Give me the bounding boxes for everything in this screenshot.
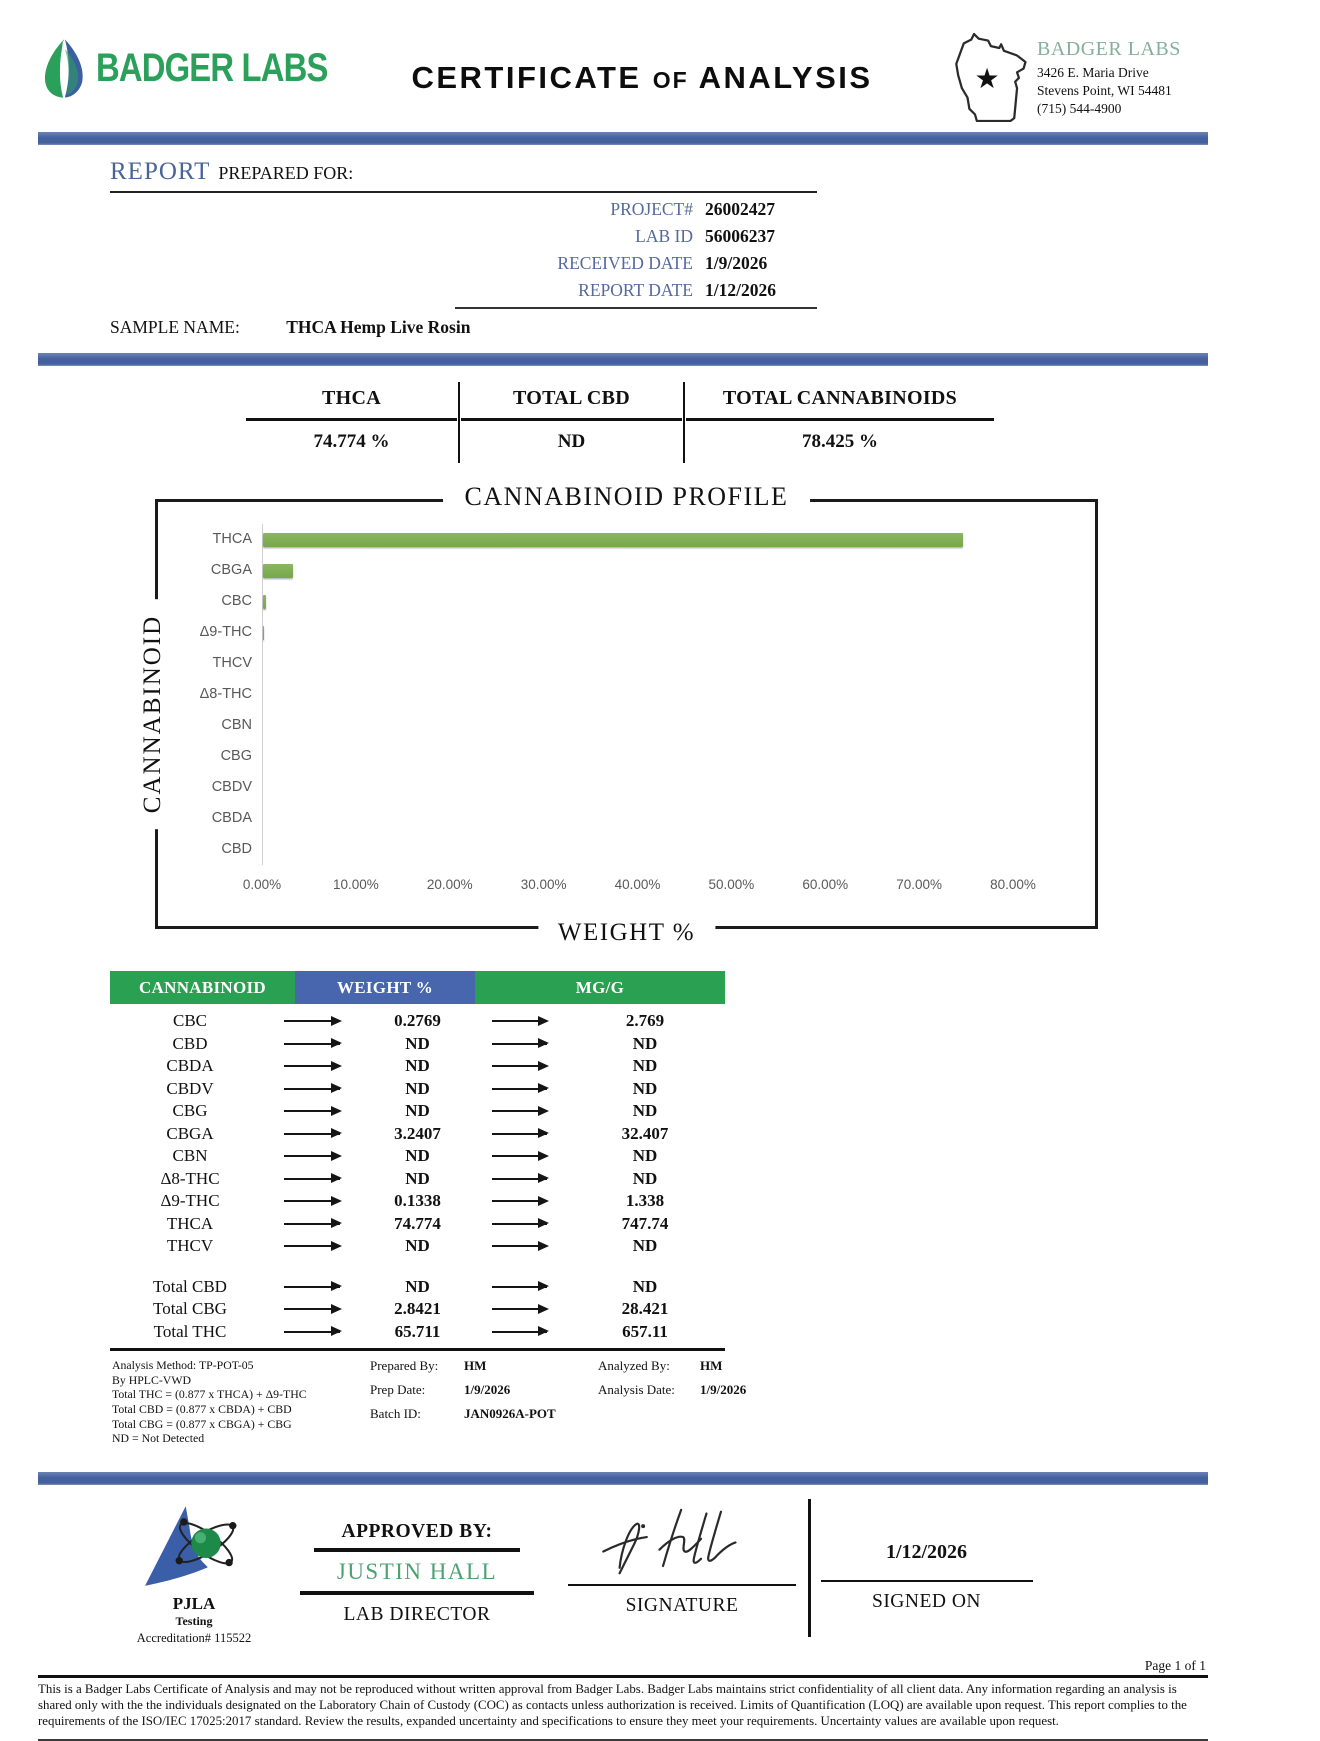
x-tick: 50.00% xyxy=(708,877,755,892)
prep-date-label: Prep Date: xyxy=(370,1382,426,1397)
cannabinoid-name: CBGA xyxy=(166,1123,214,1143)
note-line: By HPLC-VWD xyxy=(112,1372,191,1387)
sample-name-row xyxy=(110,309,817,340)
arrow-icon xyxy=(284,1065,340,1067)
arrow-icon xyxy=(492,1286,548,1288)
mgg-value: ND xyxy=(632,1056,658,1076)
x-tick: 30.00% xyxy=(520,877,567,892)
report-word: REPORT xyxy=(110,158,211,185)
bar-cbc xyxy=(263,595,266,609)
mgg-value: 1.338 xyxy=(625,1191,665,1211)
arrow-icon xyxy=(284,1133,340,1135)
lab-address-line1: 3426 E. Maria Drive xyxy=(1037,65,1149,80)
table-row xyxy=(110,1190,725,1213)
page-number: Page 1 of 1 xyxy=(1144,1657,1206,1673)
summary-total-cbd-value: ND xyxy=(557,431,586,452)
lab-address-text xyxy=(1037,38,1181,124)
category-label: CBN xyxy=(221,717,252,733)
signature-label: SIGNATURE xyxy=(625,1594,739,1616)
chart-y-axis-title: CANNABINOID xyxy=(139,599,167,829)
bar-cbga xyxy=(263,564,293,578)
batch-id-value: JAN0926A-POT xyxy=(464,1406,556,1421)
mgg-value: 747.74 xyxy=(621,1213,669,1233)
project-value: 26002427 xyxy=(705,199,775,219)
sample-name-label: SAMPLE NAME: xyxy=(110,317,240,337)
weight-value: 0.1338 xyxy=(394,1191,441,1211)
pjla-logo-icon xyxy=(134,1495,254,1597)
disclaimer-text: This is a Badger Labs Certificate of Analysis and may not be reproduced without written approval from Badger Labs. Badger Labs maintains strict confidentiality of all client data. Any information regarding an analysis is shared only with the the individuals designated on the Laboratory Chain of Custody (COC) as contacts unless authorization is received. Limits of Quantification (LOQ) are available upon request. This report complies to the requirements of the ISO/IEC 17025:2017 standard. Review the results, expanded uncertainty and specifications to ensure they meet your requirements. Uncertainty values are available upon request. xyxy=(38,1681,1187,1729)
table-row xyxy=(110,1123,725,1146)
arrow-icon xyxy=(492,1178,548,1180)
weight-value: ND xyxy=(405,1236,430,1256)
summary-thca xyxy=(245,382,460,463)
chart-title: CANNABINOID PROFILE xyxy=(443,482,811,512)
analysis-info xyxy=(598,1358,746,1446)
report-heading xyxy=(110,158,817,193)
mgg-value: ND xyxy=(632,1146,658,1166)
category-label: CBC xyxy=(221,593,252,609)
mgg-value: ND xyxy=(632,1236,658,1256)
summary-total-cannabinoids xyxy=(685,382,995,463)
arrow-icon xyxy=(284,1020,340,1022)
summary-thca-value: 74.774 % xyxy=(313,431,390,452)
arrow-icon xyxy=(284,1110,340,1112)
header xyxy=(38,24,1208,124)
cannabinoid-name: Δ9-THC xyxy=(160,1191,220,1211)
chart-bars xyxy=(262,524,1012,865)
divider-band xyxy=(38,1472,1208,1485)
meta-row-project xyxy=(110,199,817,226)
category-label: Δ9-THC xyxy=(199,624,252,640)
table-body xyxy=(110,1010,725,1258)
cannabinoid-name: Δ8-THC xyxy=(160,1168,220,1188)
weight-value: 2.8421 xyxy=(394,1299,441,1319)
prepared-for-label: PREPARED FOR: xyxy=(218,163,354,183)
approved-by-block xyxy=(298,1521,536,1626)
table-row xyxy=(110,1010,725,1033)
arrow-icon xyxy=(284,1155,340,1157)
mgg-value: ND xyxy=(632,1033,658,1053)
footer-rule xyxy=(38,1675,1208,1678)
pjla-accreditation xyxy=(108,1495,280,1646)
prepared-by-value: HM xyxy=(464,1358,487,1373)
arrow-icon xyxy=(492,1065,548,1067)
report-meta-fields xyxy=(110,199,817,307)
note-line: Total CBD = (0.877 x CBDA) + CBD xyxy=(112,1401,292,1416)
chart-plot-area xyxy=(158,502,1095,865)
weight-value: ND xyxy=(405,1056,430,1076)
sample-name-value: THCA Hemp Live Rosin xyxy=(286,317,471,337)
mgg-value: 2.769 xyxy=(625,1011,665,1031)
note-line: ND = Not Detected xyxy=(112,1431,205,1446)
cannabinoid-name: THCV xyxy=(166,1236,214,1256)
summary-total-cbd xyxy=(460,382,685,463)
analysis-date-label: Analysis Date: xyxy=(598,1382,675,1397)
table-row xyxy=(110,1055,725,1078)
arrow-icon xyxy=(284,1200,340,1202)
approval-section xyxy=(108,1495,1208,1646)
arrow-icon xyxy=(284,1331,340,1333)
category-label: CBD xyxy=(221,841,252,857)
signature-icon xyxy=(587,1499,777,1585)
vertical-divider xyxy=(808,1499,811,1637)
arrow-icon xyxy=(492,1088,548,1090)
header-weight: WEIGHT % xyxy=(295,971,475,1004)
arrow-icon xyxy=(492,1020,548,1022)
x-tick: 0.00% xyxy=(242,877,282,892)
chart-x-axis-title: WEIGHT % xyxy=(538,919,715,947)
lab-address-block xyxy=(946,30,1208,124)
wisconsin-map-icon xyxy=(946,30,1032,124)
summary-total-cbd-label: TOTAL CBD xyxy=(461,382,682,421)
table-row-total xyxy=(110,1276,725,1299)
arrow-icon xyxy=(492,1223,548,1225)
x-tick: 10.00% xyxy=(332,877,379,892)
weight-value: ND xyxy=(405,1146,430,1166)
total-name: Total THC xyxy=(153,1321,227,1341)
arrow-icon xyxy=(284,1178,340,1180)
signed-on-date: 1/12/2026 xyxy=(885,1540,968,1563)
leaf-icon xyxy=(38,36,90,100)
method-notes xyxy=(112,1358,1208,1446)
approved-by-label: APPROVED BY: xyxy=(314,1521,520,1552)
accreditation-number: Accreditation# 115522 xyxy=(136,1630,252,1645)
table-row-total xyxy=(110,1298,725,1321)
received-date-label: RECEIVED DATE xyxy=(557,253,693,273)
category-label: CBDA xyxy=(211,810,252,826)
cannabinoid-name: CBC xyxy=(172,1011,208,1031)
report-info-section xyxy=(110,158,817,340)
total-name: Total CBG xyxy=(153,1299,227,1319)
meta-row-received xyxy=(110,253,817,280)
table-row-total xyxy=(110,1321,725,1344)
weight-value: 3.2407 xyxy=(394,1123,441,1143)
arrow-icon xyxy=(492,1110,548,1112)
header-mgg: MG/G xyxy=(475,971,725,1004)
arrow-icon xyxy=(492,1133,548,1135)
table-row xyxy=(110,1145,725,1168)
total-name: Total CBD xyxy=(153,1276,227,1296)
signed-on-label: SIGNED ON xyxy=(871,1590,982,1612)
arrow-icon xyxy=(492,1245,548,1247)
mgg-value: ND xyxy=(632,1101,658,1121)
prep-date-value: 1/9/2026 xyxy=(464,1382,511,1397)
mgg-value: ND xyxy=(632,1168,658,1188)
badger-labs-logo xyxy=(38,36,338,100)
divider-band xyxy=(38,132,1208,145)
table-row xyxy=(110,1235,725,1258)
arrow-icon xyxy=(284,1088,340,1090)
note-line: Total THC = (0.877 x THCA) + Δ9-THC xyxy=(112,1387,307,1402)
note-line: Analysis Method: TP-POT-05 xyxy=(112,1358,254,1372)
cannabinoid-profile-chart xyxy=(139,482,1098,946)
approver-title: LAB DIRECTOR xyxy=(343,1603,491,1625)
prep-info xyxy=(370,1358,578,1446)
cannabinoid-name: CBN xyxy=(172,1146,208,1166)
category-label: CBGA xyxy=(210,562,252,578)
mgg-value: ND xyxy=(632,1078,658,1098)
document-title: CERTIFICATE OF ANALYSIS xyxy=(411,60,873,95)
weight-value: 65.711 xyxy=(394,1321,441,1341)
analysis-method-notes xyxy=(112,1358,370,1446)
mgg-value: ND xyxy=(632,1276,658,1296)
weight-value: ND xyxy=(405,1168,430,1188)
table-totals xyxy=(110,1276,725,1352)
project-label: PROJECT# xyxy=(610,199,693,219)
arrow-icon xyxy=(492,1308,548,1310)
category-label: Δ8-THC xyxy=(199,686,252,702)
meta-row-reportdate xyxy=(110,280,817,307)
category-label: THCV xyxy=(212,655,252,671)
report-date-label: REPORT DATE xyxy=(578,280,693,300)
x-tick: 40.00% xyxy=(614,877,661,892)
cannabinoid-name: THCA xyxy=(166,1213,214,1233)
chart-x-axis-ticks xyxy=(242,877,1036,897)
arrow-icon xyxy=(284,1308,340,1310)
batch-id-label: Batch ID: xyxy=(370,1406,421,1421)
weight-value: ND xyxy=(405,1033,430,1053)
note-line: Total CBG = (0.877 x CBGA) + CBG xyxy=(112,1416,292,1431)
summary-results xyxy=(245,382,995,463)
table-row xyxy=(110,1213,725,1236)
table-row xyxy=(110,1168,725,1191)
mgg-value: 32.407 xyxy=(621,1123,669,1143)
weight-value: ND xyxy=(405,1276,430,1296)
table-header xyxy=(110,971,725,1004)
arrow-icon xyxy=(284,1286,340,1288)
table-row xyxy=(110,1100,725,1123)
arrow-icon xyxy=(284,1223,340,1225)
table-row xyxy=(110,1033,725,1056)
weight-value: 0.2769 xyxy=(394,1011,441,1031)
bar-d9thc xyxy=(263,626,264,640)
arrow-icon xyxy=(492,1155,548,1157)
bar-thca xyxy=(263,533,963,547)
prepared-by-label: Prepared By: xyxy=(370,1358,439,1373)
arrow-icon xyxy=(492,1200,548,1202)
arrow-icon xyxy=(492,1331,548,1333)
star-icon: ★ xyxy=(974,64,1000,96)
analysis-date-value: 1/9/2026 xyxy=(700,1382,747,1397)
report-date-value: 1/12/2026 xyxy=(705,280,776,300)
summary-total-cannabinoids-value: 78.425 % xyxy=(802,431,878,452)
page-bottom-rule xyxy=(38,1739,1208,1741)
analyzed-by-value: HM xyxy=(700,1358,723,1373)
cannabinoid-name: CBD xyxy=(172,1033,208,1053)
weight-value: ND xyxy=(405,1101,430,1121)
lab-address-line2: Stevens Point, WI 54481 xyxy=(1037,82,1172,98)
category-label: CBG xyxy=(220,748,252,764)
arrow-icon xyxy=(492,1043,548,1045)
received-date-value: 1/9/2026 xyxy=(705,253,768,273)
divider-band xyxy=(38,353,1208,366)
arrow-icon xyxy=(284,1043,340,1045)
pjla-testing: Testing xyxy=(175,1613,213,1628)
weight-value: ND xyxy=(405,1078,430,1098)
lab-name: BADGER LABS xyxy=(1037,38,1181,60)
cannabinoid-name: CBG xyxy=(172,1101,208,1121)
category-label: CBDV xyxy=(211,779,252,795)
signature-block xyxy=(568,1495,796,1617)
meta-row-labid xyxy=(110,226,817,253)
weight-value: 74.774 xyxy=(394,1213,441,1233)
summary-thca-label: THCA xyxy=(246,382,457,421)
x-tick: 80.00% xyxy=(990,877,1036,892)
pjla-name: PJLA xyxy=(172,1593,216,1613)
logo-wordmark: BADGER LABS xyxy=(96,45,328,90)
table-row xyxy=(110,1078,725,1101)
header-cannabinoid: CANNABINOID xyxy=(110,971,295,1004)
x-tick: 20.00% xyxy=(426,877,473,892)
x-tick: 60.00% xyxy=(802,877,849,892)
signed-on-block xyxy=(821,1495,1033,1613)
approver-name: JUSTIN HALL xyxy=(300,1552,534,1595)
mgg-value: 657.11 xyxy=(622,1321,668,1341)
cannabinoid-table xyxy=(110,971,725,1351)
arrow-icon xyxy=(284,1245,340,1247)
chart-category-labels xyxy=(158,524,262,865)
cannabinoid-name: CBDA xyxy=(166,1056,214,1076)
lab-phone: (715) 544-4900 xyxy=(1037,100,1122,116)
x-tick: 70.00% xyxy=(896,877,943,892)
category-label: THCA xyxy=(212,531,252,547)
labid-label: LAB ID xyxy=(635,226,693,246)
labid-value: 56006237 xyxy=(705,226,775,246)
mgg-value: 28.421 xyxy=(621,1299,669,1319)
summary-total-cannabinoids-label: TOTAL CANNABINOIDS xyxy=(686,382,994,421)
analyzed-by-label: Analyzed By: xyxy=(598,1358,670,1373)
cannabinoid-name: CBDV xyxy=(166,1078,214,1098)
